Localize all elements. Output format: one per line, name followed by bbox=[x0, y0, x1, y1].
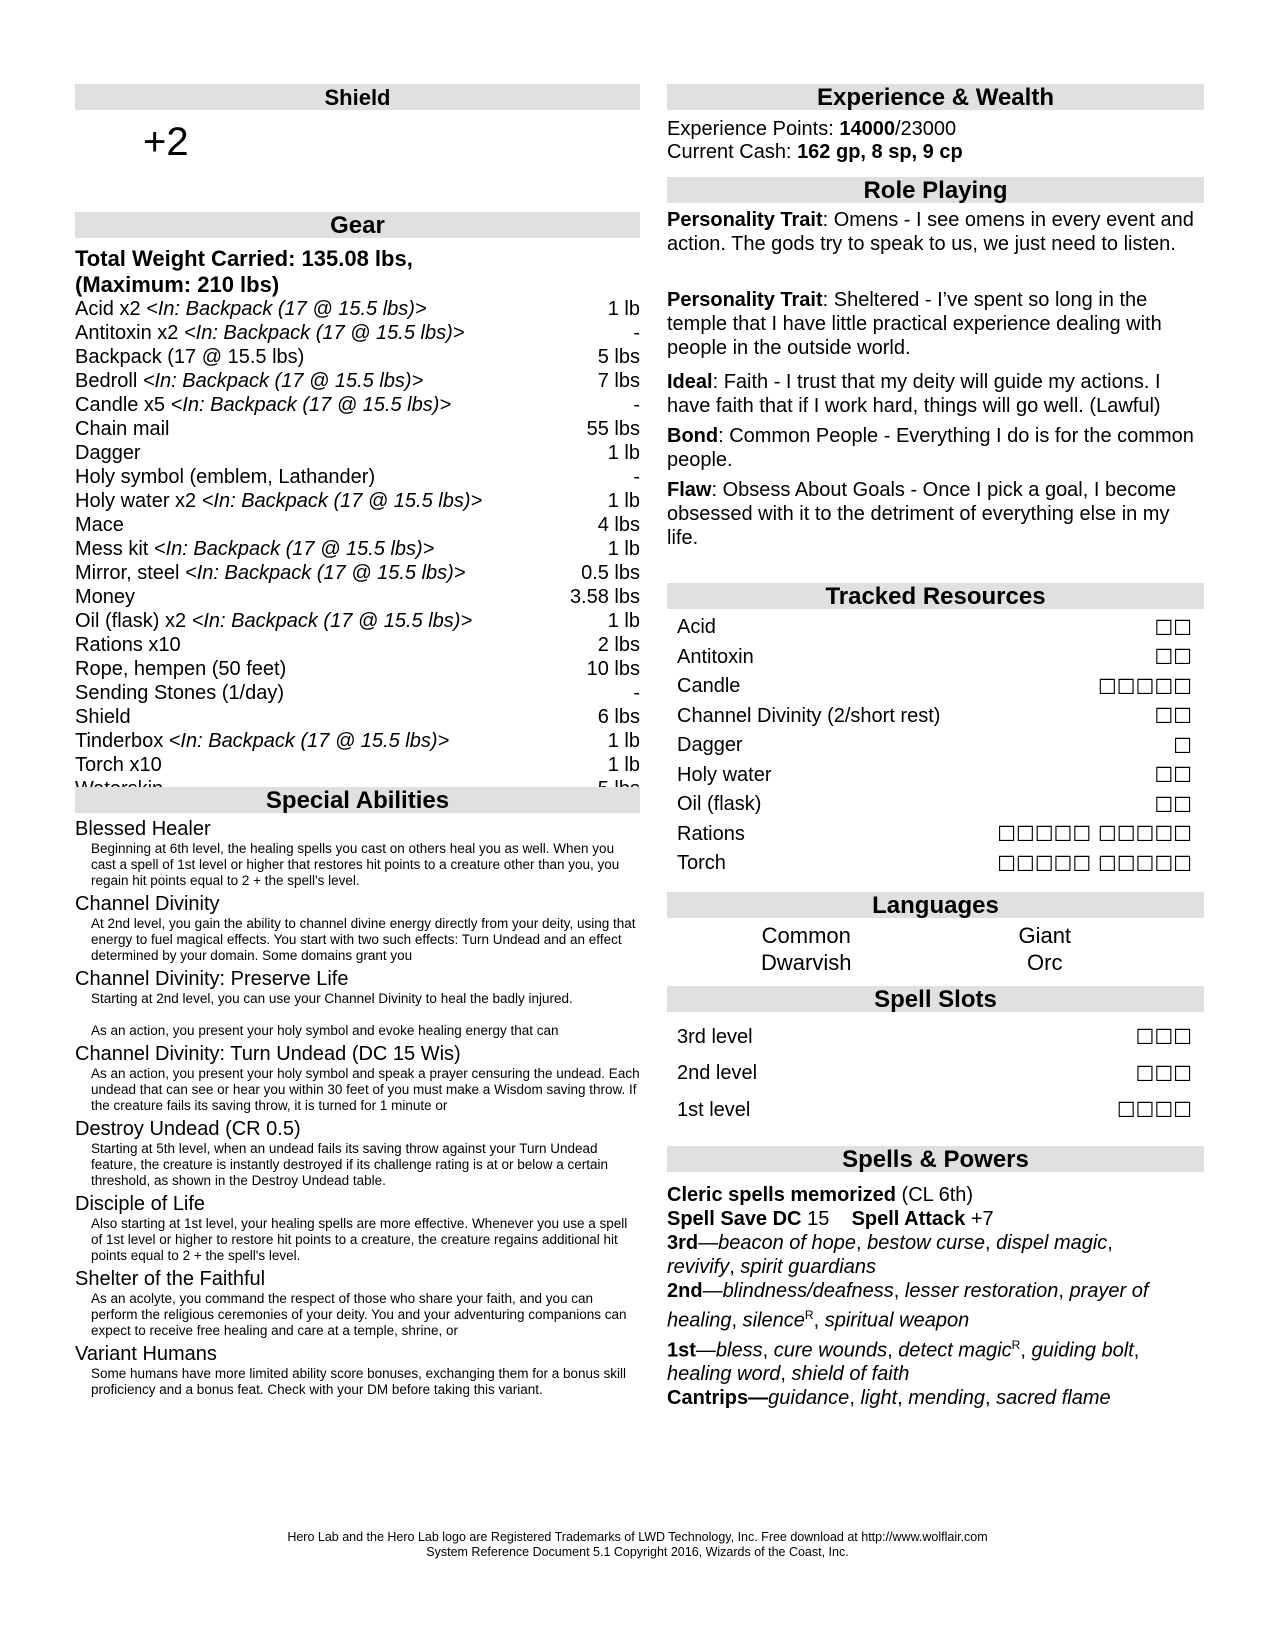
gear-item-name bbox=[75, 513, 124, 537]
gear-row bbox=[75, 705, 640, 729]
spell-slot-level: 3rd level bbox=[677, 1025, 753, 1048]
gear-item-weight: 5 lbs bbox=[597, 346, 640, 368]
ability-name: Channel Divinity bbox=[75, 893, 220, 915]
gear-item-label: Candle x5 bbox=[75, 394, 171, 416]
tracked-resources-header: Tracked Resources bbox=[667, 583, 1204, 609]
spell-slots-list bbox=[667, 1019, 1204, 1129]
ability-name: Disciple of Life bbox=[75, 1193, 206, 1215]
gear-item-label: Rope, hempen (50 feet) bbox=[75, 658, 287, 680]
language-item: Orc bbox=[1027, 950, 1063, 975]
gear-item-location: <In: Backpack (17 @ 15.5 lbs)> bbox=[168, 730, 450, 752]
resource-row bbox=[667, 702, 1204, 732]
gear-item-location: <In: Backpack (17 @ 15.5 lbs)> bbox=[201, 490, 483, 512]
gear-item-weight: 1 lb bbox=[607, 754, 640, 776]
ability-description: Starting at 5th level, when an undead fails its saving throw against your Turn Undead feature, the creature is instantly destroyed if its challenge rating is at or below a certain threshold, as shown in the Destroy Undead table. bbox=[91, 1141, 609, 1188]
gear-row bbox=[75, 345, 640, 369]
gear-item-label: Mess kit bbox=[75, 538, 154, 560]
ability-item bbox=[75, 967, 640, 1042]
spell-slot-level: 1st level bbox=[677, 1098, 751, 1121]
ability-item bbox=[75, 1117, 640, 1192]
ability-name: Shelter of the Faithful bbox=[75, 1268, 266, 1290]
ability-item bbox=[75, 1342, 640, 1417]
ability-description: Some humans have more limited ability score bonuses, exchanging them for a bonus skill proficiency and a bonus feat. Check with your DM before taking this variant. bbox=[91, 1366, 627, 1397]
role-playing-label: Flaw bbox=[667, 479, 712, 501]
resource-checkboxes[interactable]: ☐☐ bbox=[1154, 763, 1192, 788]
role-playing-label: Bond bbox=[667, 425, 719, 447]
resource-name: Candle bbox=[677, 675, 741, 698]
resource-name: Channel Divinity (2/short rest) bbox=[677, 704, 941, 727]
current-cash: Current Cash: 162 gp, 8 sp, 9 cp bbox=[667, 141, 963, 163]
role-playing-label: Ideal bbox=[667, 371, 713, 393]
role-playing-label: Personality Trait bbox=[667, 209, 823, 231]
spells-3rd-level: 3rd—beacon of hope, bestow curse, dispel magic, revivify, spirit guardians bbox=[667, 1232, 1113, 1278]
gear-item-weight: 10 lbs bbox=[586, 658, 640, 680]
spell-slot-checkboxes[interactable]: ☐☐☐☐ bbox=[1116, 1098, 1192, 1123]
role-playing-text: : Sheltered - I’ve spent so long in the temple that I have little practical experience dealing with people in the outside world. bbox=[667, 289, 1162, 359]
resource-checkboxes[interactable]: ☐☐☐☐☐ ☐☐☐☐☐ bbox=[997, 851, 1192, 876]
language-item: Common bbox=[761, 923, 851, 948]
spell-slot-checkboxes[interactable]: ☐☐☐ bbox=[1135, 1061, 1192, 1086]
resource-checkboxes[interactable]: ☐☐☐☐☐ ☐☐☐☐☐ bbox=[997, 822, 1192, 847]
gear-item-weight: - bbox=[633, 322, 640, 344]
gear-item-location: <In: Backpack (17 @ 15.5 lbs)> bbox=[146, 298, 427, 320]
spells-block bbox=[667, 1183, 1204, 1410]
gear-total-weight: Total Weight Carried: 135.08 lbs, (Maximum: 210 lbs) bbox=[75, 246, 413, 297]
gear-item-location: <In: Backpack (17 @ 15.5 lbs)> bbox=[191, 610, 473, 632]
resource-checkboxes[interactable]: ☐☐ bbox=[1154, 645, 1192, 670]
ability-name: Destroy Undead (CR 0.5) bbox=[75, 1118, 301, 1140]
ability-item bbox=[75, 892, 640, 967]
gear-row bbox=[75, 753, 640, 777]
gear-item-label: Tinderbox bbox=[75, 730, 169, 752]
gear-list bbox=[75, 297, 640, 801]
gear-item-weight: 4 lbs bbox=[597, 514, 640, 536]
spells-powers-header: Spells & Powers bbox=[667, 1146, 1204, 1172]
resource-checkboxes[interactable]: ☐ bbox=[1173, 733, 1192, 758]
gear-row bbox=[75, 297, 640, 321]
gear-item-name bbox=[75, 417, 169, 441]
gear-item-location: <In: Backpack (17 @ 15.5 lbs)> bbox=[183, 322, 465, 344]
gear-item-name bbox=[75, 609, 472, 633]
spell-slot-row bbox=[667, 1056, 1204, 1093]
gear-item-name bbox=[75, 441, 141, 465]
resource-row bbox=[667, 790, 1204, 820]
role-playing-entry bbox=[667, 288, 1204, 360]
spell-slot-row bbox=[667, 1092, 1204, 1129]
gear-item-weight: 1 lb bbox=[607, 730, 640, 752]
resource-checkboxes[interactable]: ☐☐☐☐☐ bbox=[1097, 674, 1192, 699]
gear-item-label: Chain mail bbox=[75, 418, 170, 440]
gear-item-weight: 1 lb bbox=[607, 490, 640, 512]
spells-2nd-level: 2nd—blindness/deafness, lesser restoration, prayer of healing, silence$^R$, spiritual weapon bbox=[667, 1280, 1149, 1332]
gear-item-label: Sending Stones (1/day) bbox=[75, 682, 285, 704]
gear-item-label: Money bbox=[75, 586, 136, 608]
resource-row bbox=[667, 613, 1204, 643]
spell-save-attack: Spell Save DC 15 Spell Attack +7 bbox=[667, 1208, 994, 1230]
gear-item-label: Backpack (17 @ 15.5 lbs) bbox=[75, 346, 305, 368]
gear-item-label: Oil (flask) x2 bbox=[75, 610, 192, 632]
experience-points: Experience Points: 14000/23000 bbox=[667, 118, 957, 140]
role-playing-entry bbox=[667, 370, 1204, 418]
ability-name: Channel Divinity: Preserve Life bbox=[75, 968, 349, 990]
gear-item-weight: 1 lb bbox=[607, 610, 640, 632]
gear-row bbox=[75, 729, 640, 753]
gear-item-name bbox=[75, 537, 434, 561]
resource-row bbox=[667, 761, 1204, 791]
resource-name: Acid bbox=[677, 616, 716, 639]
gear-item-location: <In: Backpack (17 @ 15.5 lbs)> bbox=[142, 370, 424, 392]
gear-item-label: Torch x10 bbox=[75, 754, 162, 776]
gear-item-label: Mirror, steel bbox=[75, 562, 186, 584]
gear-item-name bbox=[75, 297, 427, 321]
gear-row bbox=[75, 513, 640, 537]
ability-name: Channel Divinity: Turn Undead (DC 15 Wis) bbox=[75, 1043, 461, 1065]
gear-row bbox=[75, 489, 640, 513]
role-playing-text: : Faith - I trust that my deity will guide my actions. I have faith that if I work hard, things will go well. (Lawful) bbox=[667, 371, 1161, 417]
languages-header: Languages bbox=[667, 892, 1204, 918]
gear-item-weight: 1 lb bbox=[607, 538, 640, 560]
gear-row bbox=[75, 321, 640, 345]
resource-checkboxes[interactable]: ☐☐ bbox=[1154, 792, 1192, 817]
resource-checkboxes[interactable]: ☐☐ bbox=[1154, 704, 1192, 729]
gear-row bbox=[75, 465, 640, 489]
gear-item-weight: 6 lbs bbox=[597, 706, 640, 728]
ability-item bbox=[75, 1192, 640, 1267]
gear-item-name bbox=[75, 753, 162, 777]
gear-row bbox=[75, 393, 640, 417]
gear-item-name bbox=[75, 633, 181, 657]
gear-row bbox=[75, 609, 640, 633]
spell-slot-row bbox=[667, 1019, 1204, 1056]
gear-item-weight: 3.58 lbs bbox=[569, 586, 640, 608]
footer-trademark: Hero Lab and the Hero Lab logo are Registered Trademarks of LWD Technology, Inc. Free download at http://www.wolflair.com bbox=[287, 1530, 988, 1544]
gear-item-weight: 2 lbs bbox=[597, 634, 640, 656]
ability-description: As an action, you present your holy symbol and speak a prayer censuring the undead. Each undead that can see or hear you within 30 feet of you must make a Wisdom saving throw. If the creature fails its saving throw, it is turned for 1 minute or bbox=[91, 1066, 640, 1113]
ability-list bbox=[75, 817, 640, 1417]
gear-item-name bbox=[75, 369, 423, 393]
spell-slots-header: Spell Slots bbox=[667, 986, 1204, 1012]
ability-item bbox=[75, 817, 640, 892]
resource-name: Dagger bbox=[677, 734, 743, 757]
spells-cantrips: Cantrips—guidance, light, mending, sacred flame bbox=[667, 1387, 1111, 1410]
gear-row bbox=[75, 633, 640, 657]
ability-description: Starting at 2nd level, you can use your Channel Divinity to heal the badly injured. As an action, you present your holy symbol and evoke healing energy that can bbox=[91, 991, 573, 1038]
role-playing-entry bbox=[667, 478, 1204, 550]
ability-name: Blessed Healer bbox=[75, 818, 211, 840]
role-playing-entry bbox=[667, 424, 1204, 472]
resource-row bbox=[667, 672, 1204, 702]
languages-grid bbox=[667, 922, 1204, 976]
gear-item-name bbox=[75, 729, 449, 753]
footer bbox=[0, 1530, 1275, 1560]
gear-item-name bbox=[75, 489, 482, 513]
role-playing-entry bbox=[667, 208, 1204, 256]
gear-item-weight: - bbox=[633, 394, 640, 416]
gear-item-location: <In: Backpack (17 @ 15.5 lbs)> bbox=[185, 562, 466, 584]
resource-row bbox=[667, 849, 1204, 879]
gear-item-label: Dagger bbox=[75, 442, 141, 464]
language-item: Dwarvish bbox=[761, 950, 852, 975]
ability-description: At 2nd level, you gain the ability to channel divine energy directly from your deity, using that energy to fuel magical effects. You start with two such effects: Turn Undead and an effect determined by your domain. Some domains grant you bbox=[91, 916, 636, 963]
gear-item-name bbox=[75, 585, 135, 609]
role-playing-label: Personality Trait bbox=[667, 289, 823, 311]
gear-item-name bbox=[75, 393, 451, 417]
resource-name: Oil (flask) bbox=[677, 793, 762, 816]
ability-item bbox=[75, 1042, 640, 1117]
gear-item-name bbox=[75, 681, 284, 705]
gear-row bbox=[75, 681, 640, 705]
shield-bonus: +2 bbox=[143, 120, 189, 164]
gear-row bbox=[75, 441, 640, 465]
role-playing-header: Role Playing bbox=[667, 177, 1204, 203]
gear-item-name bbox=[75, 345, 304, 369]
gear-item-name bbox=[75, 561, 465, 585]
gear-row bbox=[75, 585, 640, 609]
gear-item-weight: - bbox=[633, 466, 640, 488]
gear-item-weight: 1 lb bbox=[607, 298, 640, 320]
language-item: Giant bbox=[1018, 923, 1072, 948]
gear-header: Gear bbox=[75, 212, 640, 238]
spell-slot-checkboxes[interactable]: ☐☐☐ bbox=[1135, 1025, 1192, 1050]
gear-item-label: Holy symbol (emblem, Lathander) bbox=[75, 466, 376, 488]
gear-item-location: <In: Backpack (17 @ 15.5 lbs)> bbox=[153, 538, 435, 560]
shield-header: Shield bbox=[75, 84, 640, 110]
special-abilities-header: Special Abilities bbox=[75, 787, 640, 813]
spell-slot-level: 2nd level bbox=[677, 1062, 758, 1085]
footer-copyright: System Reference Document 5.1 Copyright 2016, Wizards of the Coast, Inc. bbox=[426, 1545, 849, 1559]
gear-item-label: Rations x10 bbox=[75, 634, 181, 656]
gear-item-label: Bedroll bbox=[75, 370, 143, 392]
gear-row bbox=[75, 537, 640, 561]
gear-item-label: Acid x2 bbox=[75, 298, 147, 320]
role-playing-text: : Omens - I see omens in every event and action. The gods try to speak to us, we just need to listen. bbox=[667, 209, 1194, 255]
resource-name: Rations bbox=[677, 822, 745, 845]
gear-item-weight: 0.5 lbs bbox=[581, 562, 640, 584]
gear-item-label: Shield bbox=[75, 706, 131, 728]
gear-row bbox=[75, 561, 640, 585]
gear-item-name bbox=[75, 705, 131, 729]
gear-item-label: Holy water x2 bbox=[75, 490, 202, 512]
gear-item-label: Mace bbox=[75, 514, 124, 536]
resource-name: Torch bbox=[677, 852, 726, 875]
gear-item-weight: 1 lb bbox=[607, 442, 640, 464]
gear-item-label: Antitoxin x2 bbox=[75, 322, 184, 344]
resource-name: Holy water bbox=[677, 763, 772, 786]
tracked-resources-list bbox=[667, 613, 1204, 879]
gear-item-weight: 55 lbs bbox=[586, 418, 640, 440]
gear-row bbox=[75, 657, 640, 681]
resource-checkboxes[interactable]: ☐☐ bbox=[1154, 615, 1192, 640]
ability-description: Beginning at 6th level, the healing spells you cast on others heal you as well. When you cast a spell of 1st level or higher that restores hit points to a creature other than you, you regain hit points equal to 2 + the spell's level. bbox=[91, 841, 620, 888]
gear-item-weight: 7 lbs bbox=[597, 370, 640, 392]
resource-name: Antitoxin bbox=[677, 645, 754, 668]
role-playing-text: : Common People - Everything I do is for the common people. bbox=[667, 425, 1194, 471]
experience-block bbox=[667, 118, 1204, 164]
gear-row bbox=[75, 369, 640, 393]
gear-item-location: <In: Backpack (17 @ 15.5 lbs)> bbox=[170, 394, 452, 416]
ability-description: As an acolyte, you command the respect of those who share your faith, and you can perform the religious ceremonies of your deity. You and your adventuring companions can expect to receive free healing and care at a temple, shrine, or bbox=[91, 1291, 627, 1338]
ability-item bbox=[75, 1267, 640, 1342]
ability-name: Variant Humans bbox=[75, 1343, 217, 1365]
gear-item-name bbox=[75, 465, 375, 489]
gear-item-name bbox=[75, 321, 464, 345]
role-playing-text: : Obsess About Goals - Once I pick a goal, I become obsessed with it to the detriment of everything else in my life. bbox=[667, 479, 1177, 549]
ability-description: Also starting at 1st level, your healing spells are more effective. Whenever you use a spell of 1st level or higher to restore hit points to a creature, the creature regains additional hit points equal to 2 + the spell's level. bbox=[91, 1216, 628, 1263]
gear-row bbox=[75, 417, 640, 441]
gear-item-name bbox=[75, 657, 286, 681]
gear-item-weight: - bbox=[633, 682, 640, 704]
cleric-spells-memorized: Cleric spells memorized (CL 6th) bbox=[667, 1184, 974, 1206]
resource-row bbox=[667, 731, 1204, 761]
experience-header: Experience & Wealth bbox=[667, 84, 1204, 110]
spells-1st-level: 1st—bless, cure wounds, detect magic$^R$, guiding bolt, healing word, shield of faith bbox=[667, 1337, 1140, 1386]
resource-row bbox=[667, 643, 1204, 673]
resource-row bbox=[667, 820, 1204, 850]
